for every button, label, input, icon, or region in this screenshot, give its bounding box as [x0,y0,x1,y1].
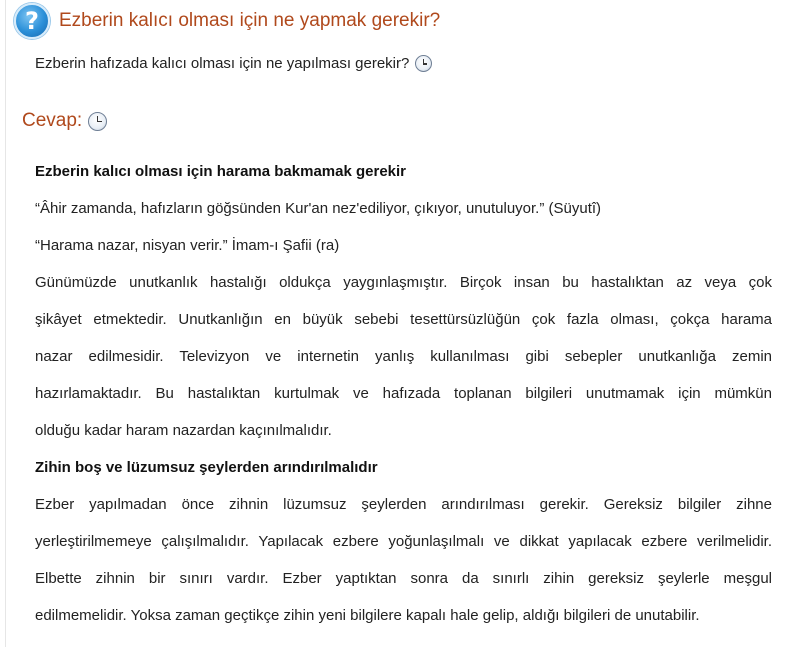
clock-icon[interactable] [415,55,432,72]
paragraph-line: “Âhir zamanda, hafızların göğsünden Kur'an nez'ediliyor, çıkıyor, unutuluyor.” (Süyutî) [35,200,602,217]
paragraph-line: “Harama nazar, nisyan verir.” İmam-ı Şafii (ra) [35,237,340,254]
paragraph-line: olduğu kadar haram nazardan kaçınılmalıdır. [35,422,332,439]
section-heading: Zihin boş ve lüzumsuz şeylerden arındırılmalıdır [35,459,378,476]
question-text: Ezberin hafızada kalıcı olması için ne yapılması gerekir? [35,55,410,72]
paragraph-line: nazar edilmesidir. Televizyon ve internetin yanlış kullanılması gibi sebepler unutkanlığa zemin [35,348,772,365]
answer-label: Cevap: [22,110,83,131]
clock-icon[interactable] [88,112,107,131]
paragraph-line: edilmemelidir. Yoksa zaman geçtikçe zihin yeni bilgilere kapalı hale gelip, aldığı bilgileri de unutabilir. [35,607,700,624]
section-heading: Ezberin kalıcı olması için harama bakmamak gerekir [35,163,407,180]
paragraph-line: yerleştirilmemeye çalışılmalıdır. Yapılacak ezbere yoğunlaşılmalı ve dikkat yapılacak ezbere verilmelidir. [35,533,772,550]
answer-body [35,153,772,634]
paragraph-line: Günümüzde unutkanlık hastalığı oldukça yaygınlaşmıştır. Birçok insan bu hastalıktan az veya çok [35,274,772,291]
paragraph-line: Elbette zihnin bir sınırı vardır. Ezber yaptıktan sonra da sınırlı zihin gereksiz şeylerle meşgul [35,570,772,587]
question-mark-icon: ? [14,3,50,39]
paragraph-line: şikâyet etmektedir. Unutkanlığın en büyük sebebi tesettürsüzlüğün çok fazla olması, çokça harama [35,311,772,328]
paragraph-line: hazırlamaktadır. Bu hastalıktan kurtulmak ve hafızada toplanan bilgileri unutmamak için mümkün [35,385,772,402]
question-text-row [35,55,432,72]
answer-header [22,110,107,132]
question-title: Ezberin kalıcı olması için ne yapmak gerekir? [59,10,441,31]
paragraph-line: Ezber yapılmadan önce zihnin lüzumsuz şeylerden arındırılması gerekir. Gereksiz bilgiler zihne [35,496,772,513]
question-header [14,3,440,39]
